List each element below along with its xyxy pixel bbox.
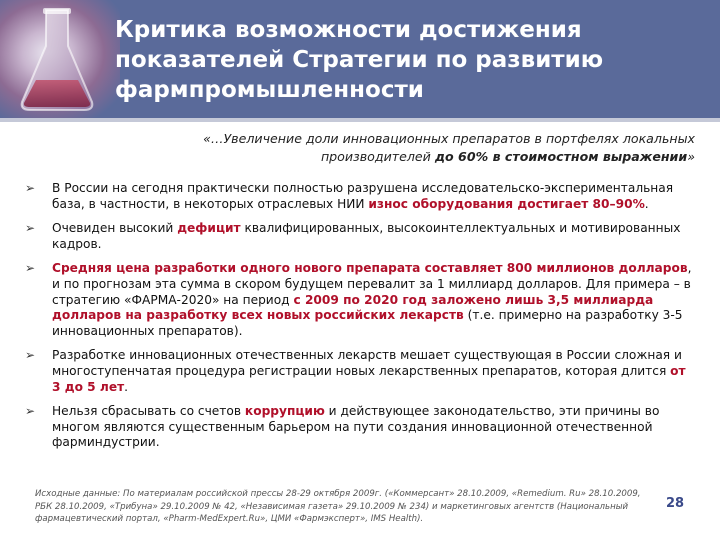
arrow-bullet-icon: ➢ — [25, 221, 36, 236]
arrow-bullet-icon: ➢ — [25, 348, 36, 363]
bullet-text: . — [124, 379, 129, 394]
flask-icon — [12, 6, 102, 114]
highlighted-text: Средняя цена разработки одного нового препарата составляет 800 миллионов долларов — [52, 261, 688, 276]
bullet-text: (т.е. примерно на разработку 3-5 инновационных препаратов). — [52, 308, 683, 338]
slide-title: Критика возможности достижения показателей Стратегии по развитию фармпромышленности — [115, 17, 604, 103]
quote-text: «…Увеличение доли инновационных препаратов в портфелях локальных производителей — [203, 131, 695, 164]
title-banner — [0, 0, 720, 118]
bullet-text: . — [644, 196, 649, 211]
source-note: Исходные данные: По материалам российской прессы 28-29 октября 2009г. («Коммерсант» 28.10.2009, «Remedium. Ru» 28.10.2009, РБК 28.10.2009, «Трибуна» 29.10.2009 № 42, «Независимая газета» 29.10.2009 № 234) и маркетинговых агентств (Национальный фармацевтический портал, «Pharm-MedExpert.Ru», ЦМИ «Фармэксперт», IMS Health). — [35, 489, 641, 524]
list-item — [22, 261, 697, 339]
highlighted-text: от 3 до 5 лет — [52, 363, 686, 394]
bullet-text: Нельзя сбрасывать со счетов — [52, 404, 245, 419]
bullet-text: Очевиден высокий — [52, 221, 178, 236]
bullet-text: В России на сегодня практически полностью разрушена исследовательско-экспериментальная база, в частности, в некоторых отраслевых НИИ — [52, 181, 674, 211]
title-divider — [0, 118, 720, 122]
bullet-text: , и по прогнозам эта сумма в скором будущем перевалит за 1 миллиард долларов. Для примера – в стратегию «ФАРМА-2020» на период — [52, 261, 692, 307]
bullet-text: и действующее законодательство, эти причины во многом являются существенным барьером на пути создания инновационной отечественной фарминдустрии. — [52, 404, 660, 450]
arrow-bullet-icon: ➢ — [25, 404, 36, 419]
highlighted-text: коррупцию — [244, 404, 325, 419]
highlighted-text: износ оборудования достигает 80–90% — [368, 196, 645, 211]
list-item — [22, 348, 697, 395]
bullet-text: Разработке инновационных отечественных лекарств мешает существующая в России сложная и многоступенчатая процедура регистрации новых лекарственных препаратов, которая длится — [52, 348, 682, 378]
list-item — [22, 404, 697, 451]
quote-end: » — [687, 149, 695, 164]
quote-highlight: до 60% в стоимостном выражении — [434, 149, 688, 164]
arrow-bullet-icon: ➢ — [25, 181, 36, 195]
arrow-bullet-icon: ➢ — [25, 261, 36, 276]
page-number: 28 — [665, 496, 685, 511]
list-item — [22, 221, 697, 252]
list-item — [22, 181, 697, 212]
strategy-quote — [150, 130, 695, 166]
highlighted-text: дефицит — [177, 221, 241, 236]
bullet-list — [22, 181, 697, 460]
bullet-text: квалифицированных, высокоинтеллектуальных и мотивированных кадров. — [52, 221, 681, 251]
highlighted-text: с 2009 по 2020 год заложено лишь 3,5 миллиарда долларов на разработку всех новых российских лекарств — [52, 292, 654, 323]
